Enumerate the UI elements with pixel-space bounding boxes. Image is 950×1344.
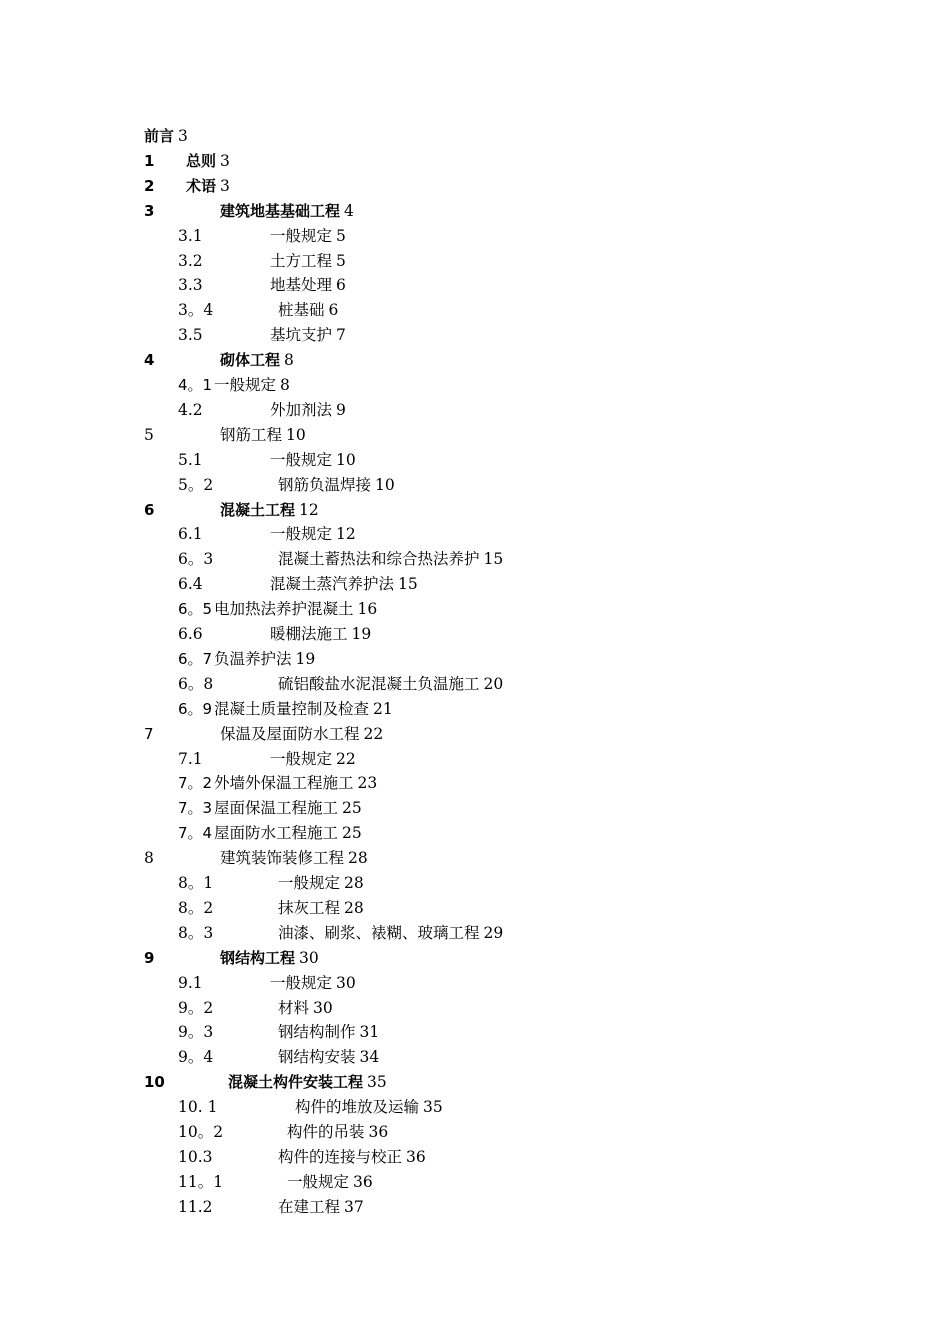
toc-entry-heading	[270, 572, 418, 596]
toc-entry-page-number: 21	[373, 699, 393, 718]
toc-entry-number: 4.2	[178, 400, 203, 419]
toc-entry-title: 屋面防水工程施工	[214, 824, 339, 843]
toc-entry[interactable]	[0, 796, 950, 820]
toc-entry[interactable]	[0, 298, 950, 322]
toc-entry-page-number: 28	[344, 874, 364, 892]
toc-entry-heading	[278, 547, 503, 571]
toc-entry-number: 11.2	[178, 1197, 213, 1216]
toc-entry-number: 8。2	[178, 898, 214, 917]
toc-entry[interactable]	[0, 124, 950, 148]
toc-entry-number: 10.3	[178, 1147, 213, 1166]
toc-entry-number: 9。3	[178, 1023, 214, 1042]
toc-entry-heading	[278, 1045, 379, 1069]
toc-entry-title: 构件的吊装	[287, 1123, 365, 1141]
toc-entry[interactable]	[0, 373, 950, 397]
toc-entry[interactable]	[0, 1145, 950, 1169]
toc-entry[interactable]	[0, 672, 950, 696]
toc-entry-number: 6.4	[178, 575, 203, 594]
toc-entry-number: 3。4	[178, 301, 214, 320]
toc-entry-number: 5。2	[178, 475, 214, 494]
toc-entry[interactable]	[0, 1095, 950, 1119]
toc-entry-heading	[287, 1170, 373, 1194]
toc-entry[interactable]	[0, 348, 950, 372]
toc-entry-heading	[278, 896, 364, 920]
toc-entry-heading	[270, 323, 346, 347]
toc-entry[interactable]	[0, 199, 950, 223]
toc-entry[interactable]	[0, 896, 950, 920]
toc-entry[interactable]	[0, 747, 950, 771]
toc-entry-title: 基坑支护	[270, 326, 333, 345]
toc-entry-title: 一般规定	[270, 525, 333, 544]
toc-entry-title: 桩基础	[278, 301, 325, 320]
toc-entry[interactable]	[0, 946, 950, 970]
toc-entry[interactable]	[0, 224, 950, 248]
toc-entry-title: 材料	[278, 998, 310, 1017]
toc-entry-number: 11。1	[178, 1172, 224, 1191]
toc-entry[interactable]	[0, 597, 950, 621]
toc-entry-page-number: 6	[328, 301, 339, 320]
toc-entry-page-number: 28	[348, 849, 368, 868]
toc-entry-heading	[278, 473, 395, 497]
toc-entry-number: 4	[144, 351, 155, 370]
toc-entry[interactable]	[0, 174, 950, 198]
toc-entry-number: 3.1	[178, 226, 203, 245]
toc-entry-heading	[186, 174, 230, 198]
toc-entry-heading	[214, 373, 290, 397]
toc-entry-heading	[295, 1095, 443, 1119]
toc-entry-heading	[287, 1120, 388, 1144]
toc-entry-title: 钢结构工程	[220, 948, 296, 967]
toc-entry-heading	[278, 996, 333, 1020]
toc-entry-number: 9.1	[178, 973, 203, 992]
toc-entry-title: 一般规定	[287, 1172, 350, 1191]
toc-entry-number: 3.5	[178, 326, 203, 345]
toc-entry-heading	[144, 124, 188, 148]
toc-entry-title: 暖棚法施工	[270, 625, 348, 643]
toc-entry-number: 6.1	[178, 525, 203, 544]
toc-entry-title: 抹灰工程	[278, 898, 341, 917]
toc-entry-heading	[220, 199, 354, 223]
toc-entry[interactable]	[0, 1045, 950, 1069]
toc-entry-number: 8	[144, 849, 154, 868]
toc-entry-page-number: 30	[299, 948, 319, 967]
toc-entry-title: 混凝土工程	[220, 500, 296, 519]
toc-entry-heading	[214, 796, 362, 820]
toc-entry-number: 8。3	[178, 923, 214, 942]
toc-entry-title: 一般规定	[270, 226, 333, 245]
toc-entry-title: 建筑地基基础工程	[220, 201, 341, 220]
toc-entry-page-number: 25	[342, 824, 362, 843]
toc-entry-title: 一般规定	[214, 376, 277, 394]
toc-entry-page-number: 9	[336, 400, 346, 419]
toc-entry-heading	[186, 149, 230, 173]
toc-entry-page-number: 8	[284, 351, 294, 370]
toc-entry[interactable]	[0, 846, 950, 870]
toc-entry-page-number: 4	[344, 201, 354, 220]
toc-entry-heading	[214, 597, 377, 621]
toc-entry-title: 前言	[144, 127, 175, 145]
toc-entry-heading	[278, 1020, 379, 1044]
toc-entry-title: 负温养护法	[214, 649, 292, 668]
toc-entry-heading	[270, 224, 346, 248]
toc-entry[interactable]	[0, 771, 950, 795]
toc-entry-page-number: 19	[351, 625, 372, 643]
toc-entry-heading	[278, 1195, 364, 1219]
toc-entry[interactable]	[0, 821, 950, 845]
toc-entry-heading	[220, 498, 319, 522]
toc-entry-page-number: 12	[299, 500, 319, 519]
toc-entry-title: 外加剂法	[270, 400, 333, 419]
toc-entry-title: 混凝土蓄热法和综合热法养护	[278, 550, 480, 569]
toc-entry-number: 1	[144, 151, 155, 170]
toc-entry[interactable]	[0, 273, 950, 297]
toc-entry[interactable]	[0, 971, 950, 995]
toc-entry-number: 10。2	[178, 1123, 224, 1141]
toc-entry-title: 混凝土构件安装工程	[228, 1073, 364, 1092]
toc-entry-page-number: 10	[286, 425, 306, 444]
toc-entry[interactable]	[0, 1020, 950, 1044]
toc-entry-number: 2	[144, 176, 155, 195]
toc-entry-page-number: 3	[220, 176, 230, 195]
toc-entry[interactable]	[0, 697, 950, 721]
toc-entry-page-number: 5	[336, 226, 346, 245]
toc-entry-number: 7	[144, 724, 154, 743]
toc-entry-number: 7。2	[178, 774, 213, 793]
toc-entry-title: 构件的连接与校正	[278, 1147, 403, 1166]
toc-entry-number: 8。1	[178, 874, 214, 892]
toc-entry-number: 6。7	[178, 649, 213, 668]
toc-entry-number: 5	[144, 425, 154, 444]
toc-entry-heading	[214, 771, 377, 795]
toc-entry-page-number: 30	[336, 973, 356, 992]
toc-entry-page-number: 7	[336, 326, 346, 345]
toc-entry-heading	[278, 298, 338, 322]
toc-entry-number: 6.6	[178, 625, 203, 643]
toc-entry-page-number: 29	[483, 923, 504, 942]
toc-entry-page-number: 22	[336, 749, 356, 768]
toc-entry-heading	[214, 647, 315, 671]
toc-entry-title: 一般规定	[270, 450, 333, 469]
toc-entry[interactable]	[0, 398, 950, 422]
toc-entry-title: 混凝土蒸汽养护法	[270, 575, 395, 594]
toc-entry-page-number: 5	[336, 251, 346, 270]
toc-entry-page-number: 20	[483, 674, 504, 693]
toc-entry[interactable]	[0, 572, 950, 596]
toc-entry-title: 钢结构安装	[278, 1048, 356, 1067]
toc-entry-title: 油漆、刷浆、裱糊、玻璃工程	[278, 923, 480, 942]
toc-entry[interactable]	[0, 622, 950, 646]
toc-entry-number: 7。4	[178, 824, 213, 843]
toc-entry[interactable]	[0, 249, 950, 273]
toc-entry-title: 在建工程	[278, 1197, 341, 1216]
toc-entry-number: 3.2	[178, 251, 203, 270]
toc-entry-number: 6。5	[178, 600, 213, 619]
toc-entry-number: 9	[144, 948, 155, 967]
toc-entry-heading	[270, 522, 356, 546]
toc-entry-page-number: 23	[357, 774, 378, 793]
toc-entry[interactable]	[0, 547, 950, 571]
toc-entry-heading	[270, 747, 356, 771]
toc-entry-number: 10	[144, 1073, 165, 1092]
toc-entry-heading	[278, 1145, 426, 1169]
toc-entry[interactable]	[0, 448, 950, 472]
toc-entry[interactable]	[0, 498, 950, 522]
toc-entry-number: 7.1	[178, 749, 203, 768]
toc-entry-number: 3.3	[178, 276, 203, 295]
toc-entry-title: 一般规定	[278, 874, 341, 892]
toc-entry-page-number: 36	[368, 1123, 389, 1141]
toc-entry-title: 屋面保温工程施工	[214, 799, 339, 818]
toc-entry-number: 4。1	[178, 376, 213, 394]
toc-entry-title: 钢结构制作	[278, 1023, 356, 1042]
toc-entry-title: 总则	[186, 151, 217, 170]
toc-entry-number: 9。2	[178, 998, 214, 1017]
toc-entry-page-number: 35	[367, 1073, 387, 1092]
toc-entry-title: 建筑装饰装修工程	[220, 849, 345, 868]
toc-entry-page-number: 31	[359, 1023, 380, 1042]
toc-entry-page-number: 10	[336, 450, 356, 469]
toc-entry-title: 土方工程	[270, 251, 333, 270]
toc-entry[interactable]	[0, 647, 950, 671]
toc-entry-title: 硫铝酸盐水泥混凝土负温施工	[278, 674, 480, 693]
toc-entry-heading	[228, 1070, 387, 1094]
toc-entry-number: 5.1	[178, 450, 203, 469]
toc-entry-title: 外墙外保温工程施工	[214, 774, 354, 793]
toc-entry-page-number: 25	[342, 799, 362, 818]
toc-entry[interactable]	[0, 473, 950, 497]
toc-entry-heading	[270, 398, 346, 422]
toc-entry-heading	[220, 423, 306, 447]
toc-entry[interactable]	[0, 871, 950, 895]
toc-entry-number: 6。8	[178, 674, 214, 693]
toc-entry-page-number: 19	[295, 649, 316, 668]
toc-entry[interactable]	[0, 722, 950, 746]
toc-entry-title: 钢筋工程	[220, 425, 283, 444]
toc-entry-page-number: 15	[483, 550, 504, 569]
toc-entry-page-number: 3	[220, 151, 230, 170]
toc-entry-title: 砌体工程	[220, 351, 281, 370]
toc-entry-title: 一般规定	[270, 973, 333, 992]
toc-entry-title: 电加热法养护混凝土	[214, 600, 354, 619]
toc-entry[interactable]	[0, 522, 950, 546]
toc-entry-heading	[270, 249, 346, 273]
toc-entry-heading	[270, 622, 371, 646]
toc-entry-page-number: 6	[336, 276, 346, 295]
toc-entry[interactable]	[0, 1170, 950, 1194]
toc-entry-page-number: 10	[375, 475, 395, 494]
toc-entry-page-number: 36	[353, 1172, 373, 1191]
toc-entry[interactable]	[0, 996, 950, 1020]
toc-entry-page-number: 36	[406, 1147, 426, 1166]
toc-entry-page-number: 34	[359, 1048, 380, 1067]
toc-entry-title: 保温及屋面防水工程	[220, 724, 360, 743]
toc-entry-heading	[270, 971, 356, 995]
toc-entry-heading	[270, 273, 346, 297]
toc-entry-page-number: 35	[423, 1098, 443, 1117]
toc-entry[interactable]	[0, 323, 950, 347]
toc-entry-heading	[220, 348, 294, 372]
toc-entry-number: 6。3	[178, 550, 214, 569]
toc-entry[interactable]	[0, 1070, 950, 1094]
toc-entry-number: 3	[144, 201, 155, 220]
toc-entry-title: 构件的堆放及运输	[295, 1098, 420, 1117]
toc-entry-heading	[278, 672, 503, 696]
toc-entry[interactable]	[0, 921, 950, 945]
toc-entry[interactable]	[0, 1195, 950, 1219]
toc-entry[interactable]	[0, 423, 950, 447]
toc-entry-number: 6	[144, 500, 155, 519]
toc-entry-page-number: 22	[363, 724, 384, 743]
toc-entry-page-number: 15	[398, 575, 418, 594]
toc-entry-heading	[278, 921, 503, 945]
toc-entry-heading	[214, 697, 393, 721]
toc-entry-page-number: 3	[178, 127, 188, 145]
toc-entry-heading	[270, 448, 356, 472]
toc-entry-page-number: 12	[336, 525, 356, 544]
toc-entry-number: 6。9	[178, 699, 213, 718]
toc-entry-number: 7。3	[178, 799, 213, 818]
toc-entry[interactable]	[0, 1120, 950, 1144]
toc-entry-heading	[278, 871, 364, 895]
toc-entry-page-number: 30	[313, 998, 333, 1017]
toc-entry-heading	[214, 821, 362, 845]
toc-entry-title: 一般规定	[270, 749, 333, 768]
toc-entry-heading	[220, 946, 319, 970]
toc-entry[interactable]	[0, 149, 950, 173]
toc-entry-page-number: 28	[344, 898, 364, 917]
toc-entry-number: 9。4	[178, 1048, 214, 1067]
toc-entry-title: 地基处理	[270, 276, 333, 295]
toc-entry-title: 混凝土质量控制及检查	[214, 699, 370, 718]
toc-entry-page-number: 8	[280, 376, 290, 394]
toc-entry-title: 钢筋负温焊接	[278, 475, 372, 494]
toc-entry-number: 10. 1	[178, 1098, 218, 1117]
toc-entry-title: 术语	[186, 176, 217, 195]
toc-entry-heading	[220, 846, 368, 870]
toc-entry-page-number: 37	[344, 1197, 364, 1216]
toc-entry-heading	[220, 722, 383, 746]
toc-entry-page-number: 16	[357, 600, 378, 619]
